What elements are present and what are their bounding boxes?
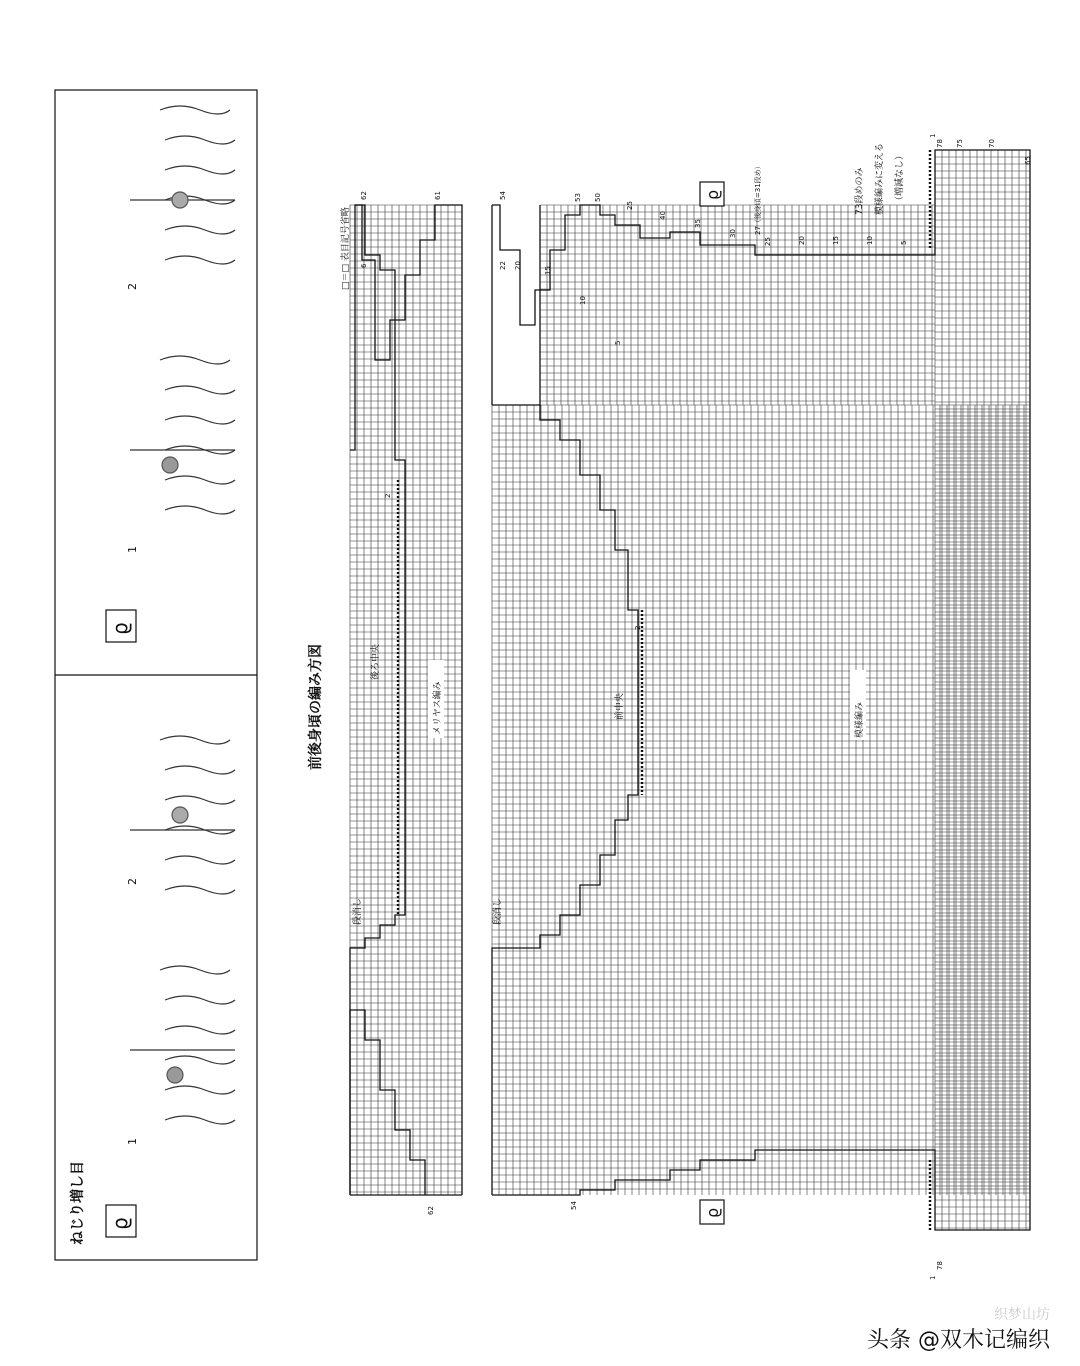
- back-row-label-62-bottom: 62: [427, 1206, 435, 1215]
- front-row-label-35: 35: [694, 219, 702, 228]
- back-stitch-label: [428, 660, 444, 738]
- front-row-label-53: 53: [574, 193, 582, 202]
- front-row-label-15: 15: [544, 266, 552, 275]
- back-outline: [350, 205, 405, 1195]
- front-stitch-label: [850, 670, 866, 740]
- back-row-label-2: 2: [384, 493, 392, 498]
- svg-text:ϱ: ϱ: [108, 1217, 132, 1230]
- watermark-text: 头条 @双木记编织: [867, 1328, 1050, 1353]
- front-center-label: 前中央: [615, 692, 625, 720]
- front-row-label-40: 40: [659, 211, 667, 220]
- front-row-label-5: 5: [614, 340, 622, 345]
- front-symbol-box-top: [700, 182, 724, 206]
- back-body-chart: [350, 191, 462, 1215]
- front-row-label-54-bottom: 54: [570, 1201, 578, 1210]
- symbol-box-left: [106, 1205, 136, 1237]
- front-row-label-25a: 25: [626, 201, 634, 210]
- step-label-3: 1: [126, 546, 139, 553]
- front-row-label-2: 2: [634, 625, 642, 630]
- back-row-label-61: 61: [434, 191, 442, 200]
- watermark-faint: 织梦山坊: [994, 1307, 1050, 1323]
- front-row-label-25b: 25: [764, 237, 772, 246]
- step-label-4: 2: [126, 283, 139, 290]
- front-outline: [492, 405, 638, 1195]
- front-right-label-70: 70: [988, 139, 996, 148]
- front-right-label-5: 5: [900, 240, 908, 245]
- front-right-label-78: 78: [936, 139, 944, 148]
- back-row-label-6: 6: [360, 263, 368, 268]
- back-short-row-label: 段消し: [353, 897, 363, 925]
- front-body-chart: [491, 134, 1032, 1280]
- front-right-label-10: 10: [866, 236, 874, 245]
- front-row-label-30: 30: [729, 229, 737, 238]
- front-row-label-54-top: 54: [499, 191, 507, 200]
- step-label-2: 2: [126, 878, 139, 885]
- back-grid: [350, 205, 462, 1195]
- front-row-label-50: 50: [594, 193, 602, 202]
- chart-title: 前後身頃の編み方図: [308, 644, 324, 770]
- front-right-label-1: 1: [929, 133, 937, 138]
- watermark: [867, 1307, 1050, 1354]
- front-left-label-78: 78: [936, 1261, 944, 1270]
- front-right-label-65: 65: [1024, 156, 1032, 165]
- front-right-label-75: 75: [956, 139, 964, 148]
- front-short-row-label: 段消し: [493, 897, 503, 925]
- front-note-73-line2: 模様編みに変える: [875, 142, 885, 215]
- svg-text:メリヤス編み: メリヤス編み: [433, 681, 443, 735]
- legend-symbol-note: □＝□ 表目記号省略: [341, 207, 351, 290]
- legend-box-title: ねじり増し目: [70, 1161, 86, 1245]
- front-note-73-line1: 73段めのみ: [855, 167, 865, 215]
- svg-text:ϱ: ϱ: [703, 189, 722, 200]
- back-row-label-62-top: 62: [360, 191, 368, 200]
- front-right-label-15: 15: [832, 236, 840, 245]
- technique-legend-box: [55, 90, 257, 1260]
- svg-text:模様編み: 模様編み: [855, 701, 865, 738]
- front-row-label-22: 22: [499, 261, 507, 270]
- svg-text:ϱ: ϱ: [703, 1207, 722, 1218]
- front-row-label-10: 10: [579, 296, 587, 305]
- back-center-label: 後ろ中央: [371, 643, 381, 680]
- step-label-1: 1: [126, 1138, 139, 1145]
- front-note-73-line3: （増減なし）: [895, 150, 905, 205]
- front-grid: [492, 150, 1030, 1230]
- front-left-label-1: 1: [929, 1275, 937, 1280]
- front-right-label-20: 20: [798, 236, 806, 245]
- front-note-27: 27（後身頃=31段め）: [754, 162, 762, 235]
- symbol-box-right: [106, 610, 136, 642]
- front-symbol-box-bottom: [700, 1200, 724, 1224]
- front-row-label-20: 20: [514, 261, 522, 270]
- svg-text:ϱ: ϱ: [108, 622, 132, 635]
